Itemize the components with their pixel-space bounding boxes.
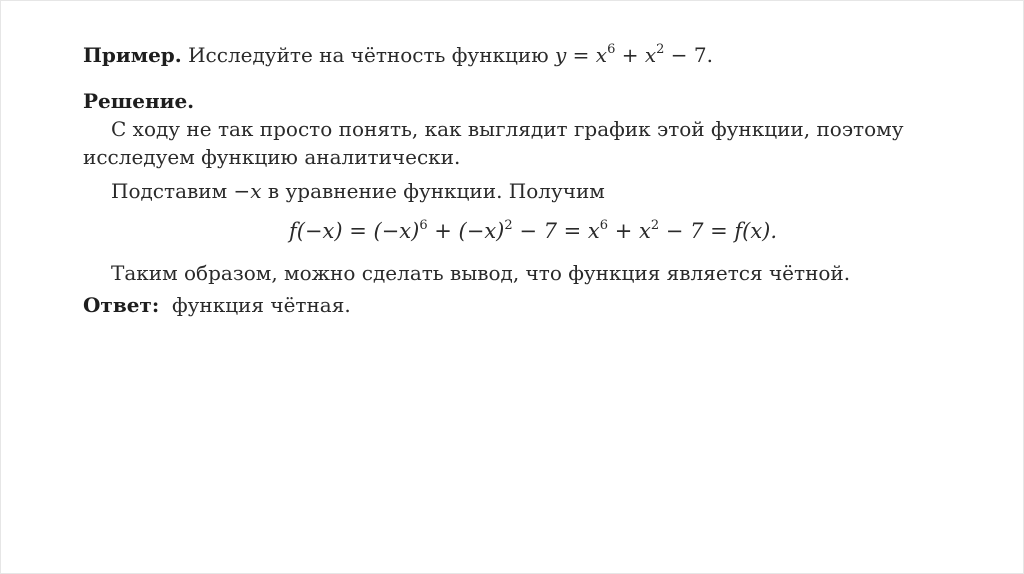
answer-line (83, 291, 963, 319)
answer-label: Ответ: (83, 293, 160, 317)
solution-heading (83, 87, 963, 115)
solution-label: Решение. (83, 89, 195, 113)
example-text: Исследуйте на чётность функцию (188, 43, 549, 67)
example-statement (83, 41, 963, 69)
document-content (83, 41, 963, 319)
solution-paragraph-1-line-1: С ходу не так просто понять, как выглядит график этой функции, поэтому (111, 117, 904, 141)
conclusion-paragraph: Таким образом, можно сделать вывод, что функция является чётной. (111, 261, 851, 285)
example-label: Пример. (83, 43, 182, 67)
answer-text: функция чётная. (171, 293, 351, 317)
example-function: $y = x^6 + x^2 - 7$. (555, 42, 713, 67)
solution-paragraph-1-line-2: исследуем функцию аналитически. (83, 145, 461, 169)
display-formula: $f(-x) = (-x)^6 + (-x)^2 - 7 = x^6 + x^2 - 7 = f(x)$. (288, 218, 778, 243)
solution-paragraph-2: Подставим −x в уравнение функции. Получим (111, 179, 605, 203)
substitution-variable: −x (233, 179, 262, 203)
